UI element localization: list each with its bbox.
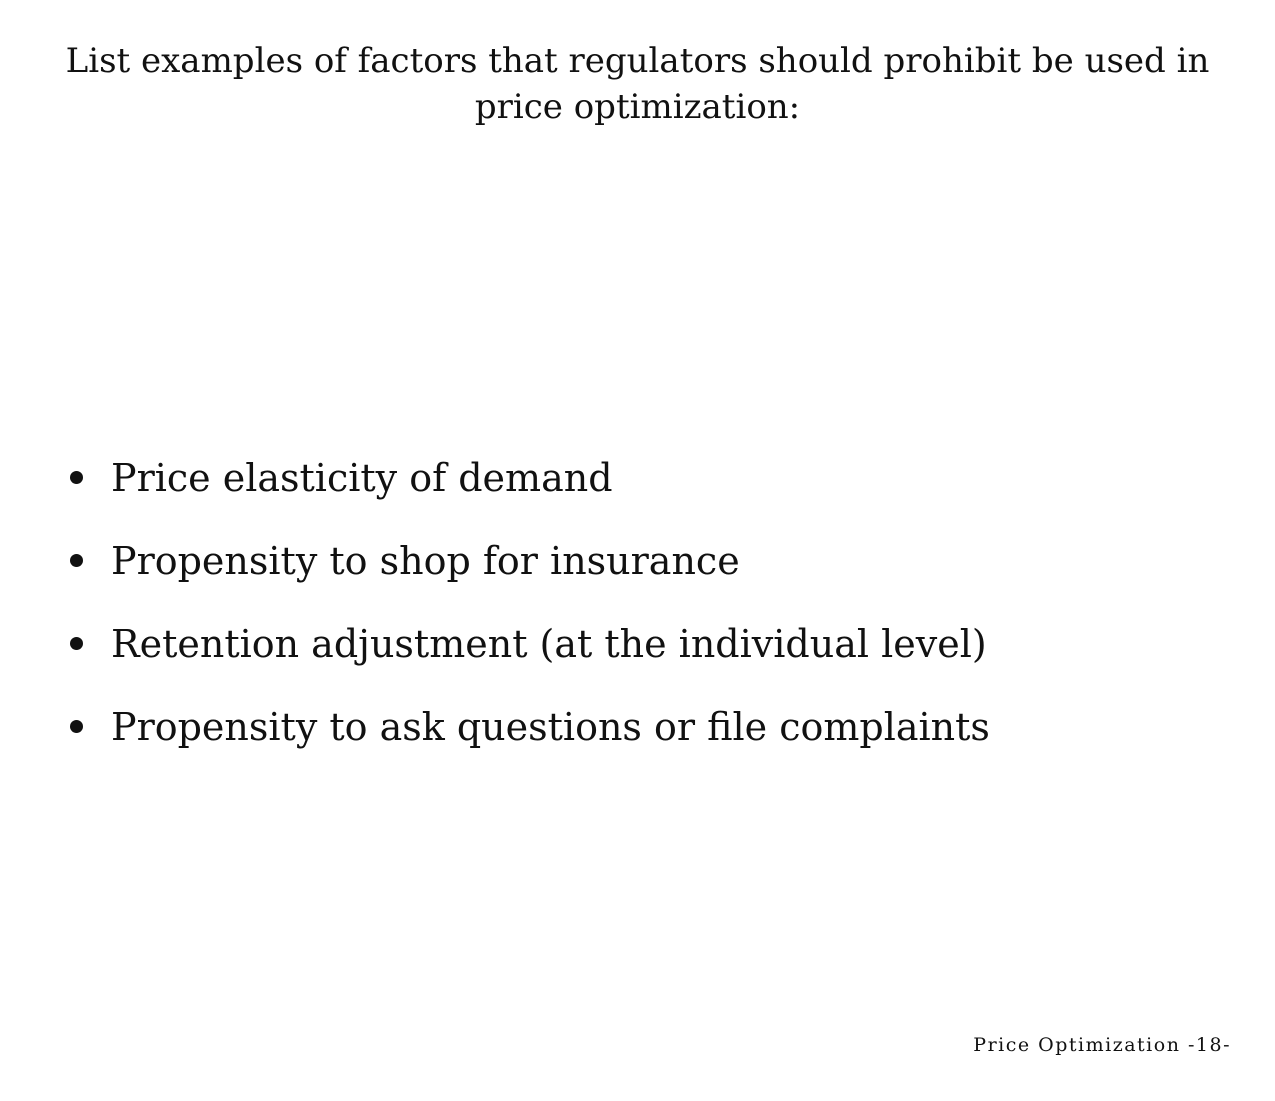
bullet-text: Propensity to shop for insurance [111, 538, 740, 583]
bullet-icon [70, 471, 83, 484]
bullet-icon [70, 720, 83, 733]
bullet-icon [70, 637, 83, 650]
bullet-list [70, 436, 990, 768]
list-item [70, 602, 990, 685]
list-item [70, 519, 990, 602]
bullet-text: Propensity to ask questions or file complaints [111, 704, 990, 749]
list-item [70, 685, 990, 768]
bullet-text: Retention adjustment (at the individual level) [111, 621, 987, 666]
list-item [70, 436, 990, 519]
slide-footer: Price Optimization -18- [973, 1034, 1231, 1056]
bullet-icon [70, 554, 83, 567]
bullet-text: Price elasticity of demand [111, 455, 613, 500]
slide-title: List examples of factors that regulators should prohibit be used in price optimization: [65, 41, 1210, 127]
